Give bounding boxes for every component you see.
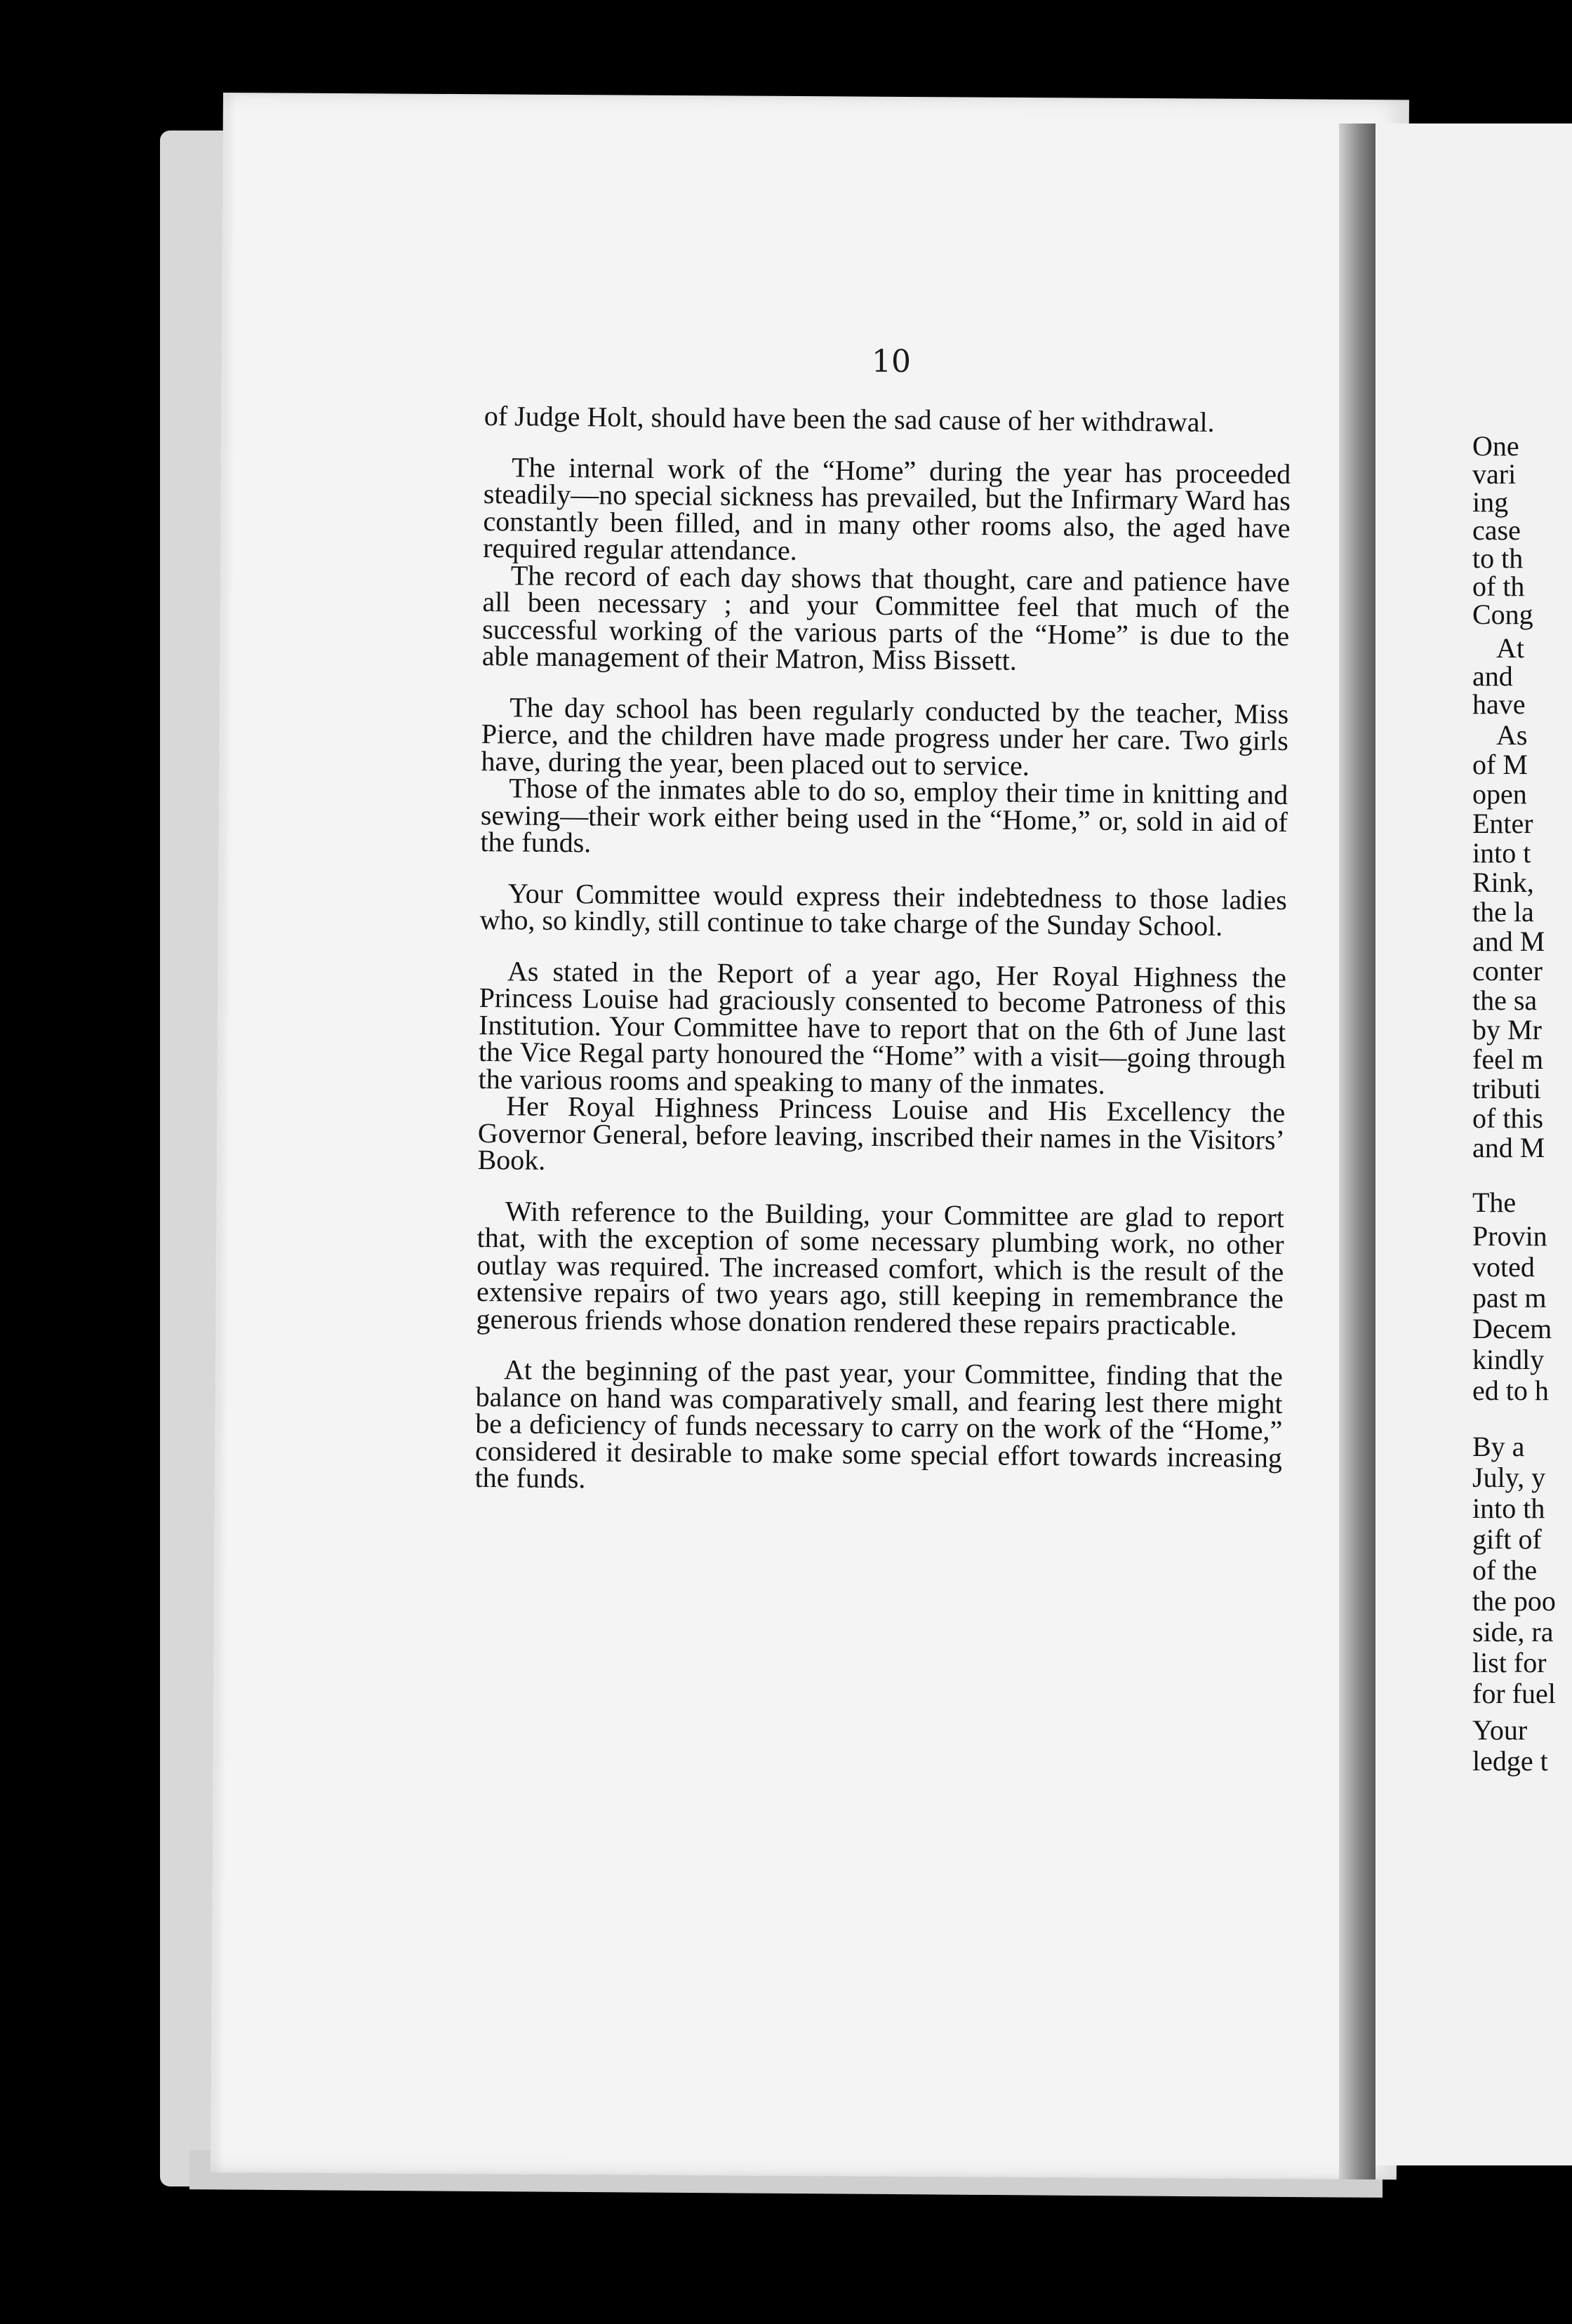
right-page-line-fragment: Cong xyxy=(1472,599,1533,630)
paragraph-1: of Judge Holt, should have been the sad cause of her withdrawal. xyxy=(484,400,1215,439)
right-page-line-fragment: of M xyxy=(1472,749,1528,780)
paragraph-8: Her Royal Highness Princess Louise and His Excellency the Governor General, before leaving, inscribed their names in the Visitors’ Book. xyxy=(477,1090,1286,1176)
paragraph-3: The record of each day shows that thought, care and patience have all been necessary ; and your Committee feel that much of the successful working of the various parts of the “Home” is due to the able management of their Matron, Miss Bissett. xyxy=(481,559,1291,676)
paragraph-5: Those of the inmates able to do so, employ their time in knitting and sewing—their work either being used in the “Home,” or, sold in aid of the funds. xyxy=(480,772,1288,859)
page-body-text xyxy=(474,400,1291,1498)
right-page-line-fragment: The xyxy=(1472,1187,1517,1218)
right-page-line-fragment: As xyxy=(1496,719,1528,751)
right-page-line-fragment: At xyxy=(1496,632,1524,664)
right-page-line-fragment: the la xyxy=(1472,896,1534,928)
right-page-line-fragment: voted xyxy=(1472,1251,1535,1283)
right-page-line-fragment: July, y xyxy=(1472,1462,1546,1493)
right-page-line-fragment: for fuel xyxy=(1472,1678,1556,1709)
right-page-line-fragment: ed to h xyxy=(1472,1375,1549,1406)
right-page-line-fragment: tributi xyxy=(1472,1073,1541,1104)
right-page-line-fragment: kindly xyxy=(1472,1344,1545,1375)
right-page-line-fragment: into t xyxy=(1472,837,1531,869)
right-page-line-fragment: the sa xyxy=(1472,984,1538,1016)
book-gutter xyxy=(1339,123,1376,2179)
paragraph-6: Your Committee would express their indebtedness to those ladies who, so kindly, still continue to take charge of the Sunday School. xyxy=(479,876,1288,942)
right-page-line-fragment: the poo xyxy=(1472,1585,1556,1617)
right-page-line-fragment: Your xyxy=(1472,1714,1528,1746)
right-page-line-fragment: and M xyxy=(1472,1132,1545,1163)
right-page-line-fragment: of the xyxy=(1472,1554,1538,1586)
page-number: 10 xyxy=(872,344,911,380)
right-page-line-fragment: By a xyxy=(1472,1431,1525,1462)
right-page-line-fragment: Enter xyxy=(1472,808,1533,839)
right-page-line-fragment: vari xyxy=(1472,458,1517,490)
right-page-line-fragment: ing xyxy=(1472,486,1509,518)
paragraph-9: With reference to the Building, your Committee are glad to report that, with the exception of some necessary plumbing work, no other outlay was required. The increased comfort, which is the result of the extensive repairs of two years ago, still keeping in remembrance the generous friends whose donation rendered these repairs practicable. xyxy=(476,1194,1285,1341)
right-page-line-fragment: and M xyxy=(1472,926,1545,957)
right-page-line-fragment: One xyxy=(1472,430,1519,462)
right-page-line-fragment: Decem xyxy=(1472,1313,1552,1344)
right-page-line-fragment: open xyxy=(1472,778,1527,810)
right-page-line-fragment: ledge t xyxy=(1472,1745,1548,1777)
right-page-line-fragment: into th xyxy=(1472,1492,1545,1524)
right-page-line-fragment: list for xyxy=(1472,1647,1547,1678)
right-page-line-fragment: Provin xyxy=(1472,1220,1547,1252)
right-page-line-fragment: have xyxy=(1472,688,1526,720)
paragraph-2: The internal work of the “Home” during the year has proceeded steadily—no special sickness has prevailed, but the Infirmary Ward has constantly been filled, and in many other rooms also, the aged have required regular attendance. xyxy=(483,450,1291,566)
right-page-line-fragment: gift of xyxy=(1472,1523,1542,1555)
right-page-line-fragment: past m xyxy=(1472,1282,1547,1314)
paragraph-4: The day school has been regularly conducted by the teacher, Miss Pierce, and the children have made progress under her care. Two girls have, during the year, been placed out to service. xyxy=(481,690,1289,782)
right-page-line-fragment: feel m xyxy=(1472,1043,1544,1075)
right-page-line-fragment: conter xyxy=(1472,955,1543,987)
right-page-line-fragment: case xyxy=(1472,514,1521,546)
right-page-line-fragment: of this xyxy=(1472,1102,1544,1134)
right-page-line-fragment: Rink, xyxy=(1472,867,1534,898)
right-page-line-fragment: by Mr xyxy=(1472,1014,1542,1046)
right-page-line-fragment: to th xyxy=(1472,542,1524,574)
right-page-line-fragment: side, ra xyxy=(1472,1616,1554,1648)
right-page-line-fragment: and xyxy=(1472,660,1513,692)
paragraph-10: At the beginning of the past year, your Committee, finding that the balance on hand was comparatively small, and fearing lest there might be a deficiency of funds necessary to carry on the work of the “Home,” considered it desirable to make some special effort towards increasing the funds. xyxy=(474,1354,1284,1495)
right-page-line-fragment: of th xyxy=(1472,570,1525,602)
paragraph-7: As stated in the Report of a year ago, Her Royal Highness the Princess Louise had graciously consented to become Patroness of this Institution. Your Committee have to report that on the 6th of June last the Vice Regal party honoured the “Home” with a visit—going through the various rooms and speaking to many of the inmates. xyxy=(478,954,1287,1100)
